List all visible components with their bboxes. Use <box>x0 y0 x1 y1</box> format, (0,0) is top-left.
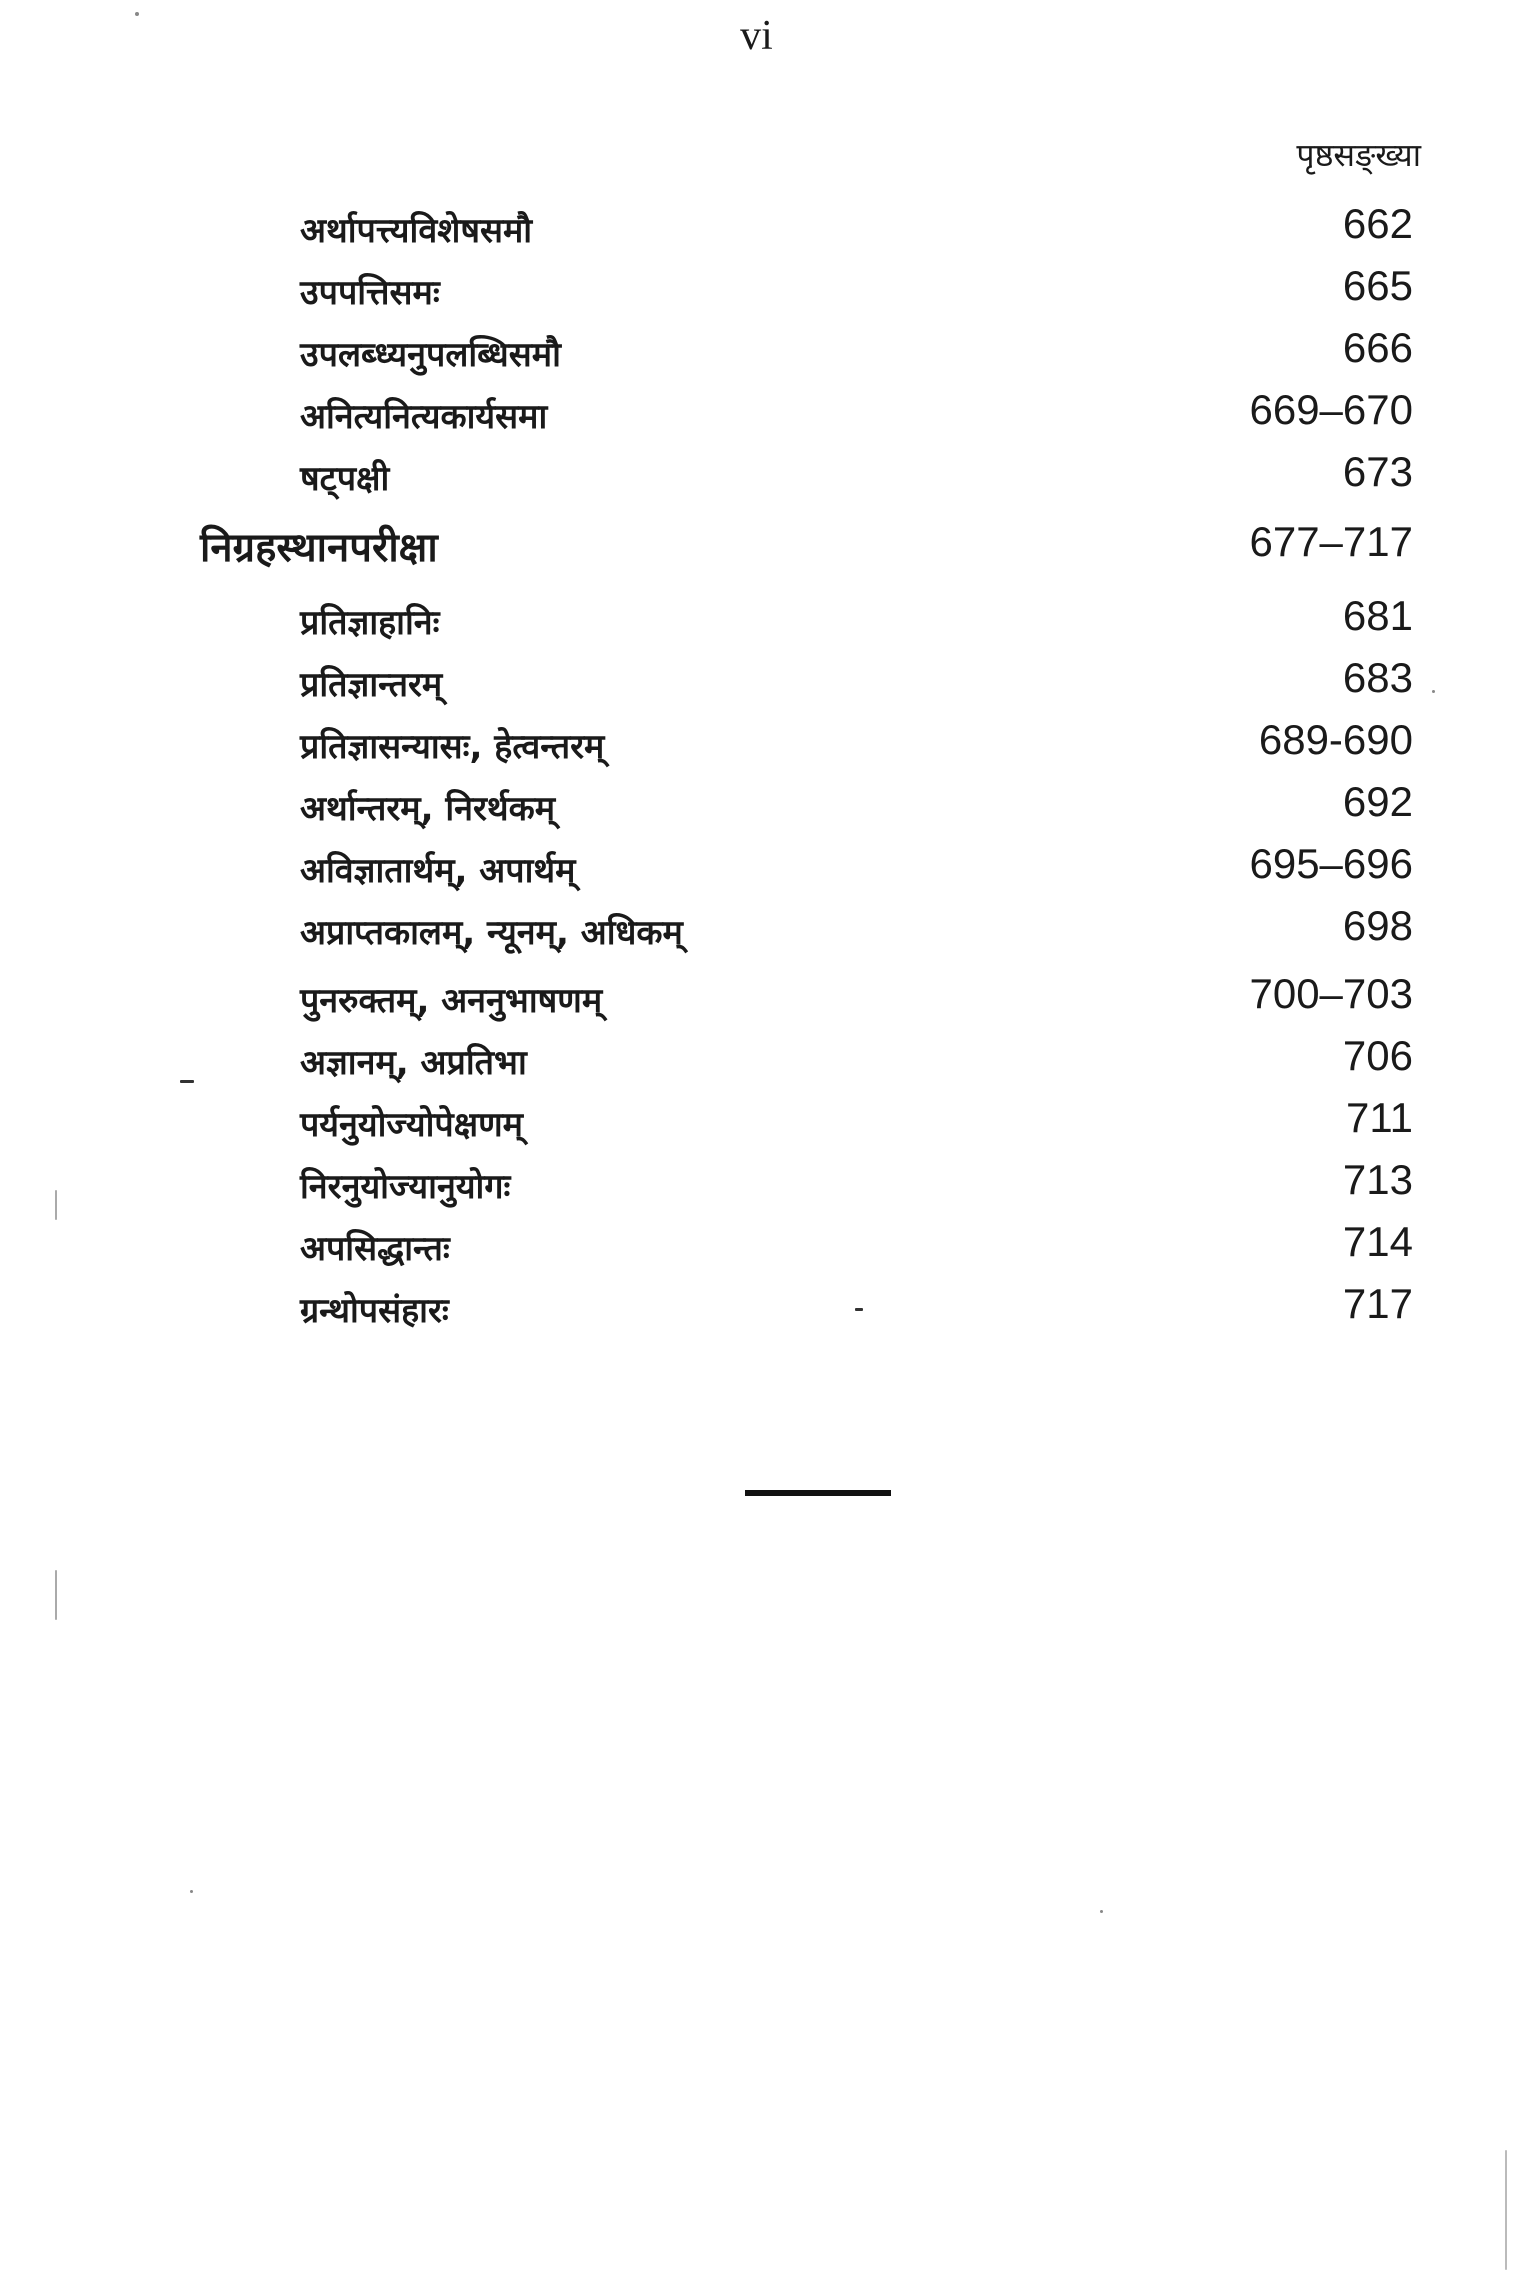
toc-entry-title: उपलब्ध्यनुपलब्धिसमौ <box>300 335 561 375</box>
toc-main-entry <box>0 518 1513 580</box>
scan-speck <box>135 12 139 16</box>
toc-entry-page: 711 <box>1346 1094 1413 1141</box>
toc-entry-title: अज्ञानम्, अप्रतिभा <box>300 1043 527 1083</box>
toc-sub-entry <box>0 1280 1513 1342</box>
toc-sub-entry <box>0 716 1513 778</box>
toc-sub-entry <box>0 1218 1513 1280</box>
toc-entry-title: पुनरुक्तम्, अननुभाषणम् <box>300 981 603 1021</box>
toc-entry-title: षट्पक्षी <box>300 459 390 499</box>
toc-entry-title: अर्थान्तरम्, निरर्थकम् <box>300 789 556 829</box>
toc-sub-entry <box>0 970 1513 1032</box>
toc-entry-title: अर्थापत्त्यविशेषसमौ <box>300 211 533 251</box>
toc-entry-page: 681 <box>1342 592 1413 639</box>
page-number: vi <box>740 13 773 59</box>
toc-sub-entry <box>0 592 1513 654</box>
toc-entry-title: पर्यनुयोज्योपेक्षणम् <box>300 1105 524 1145</box>
toc-sub-entry <box>0 448 1513 510</box>
toc-entry-title: उपपत्तिसमः <box>300 273 440 313</box>
toc-entry-page: 717 <box>1342 1280 1413 1327</box>
toc-entry-title: अप्राप्तकालम्, न्यूनम्, अधिकम् <box>300 913 683 953</box>
toc-entry-title: प्रतिज्ञाहानिः <box>300 603 440 643</box>
toc-entry-page: 669–670 <box>1249 386 1413 433</box>
column-heading: पृष्ठसङ्ख्या <box>1296 136 1421 174</box>
toc-entry-title: अपसिद्धान्तः <box>300 1229 450 1269</box>
toc-sub-entry <box>0 262 1513 324</box>
scan-speck <box>1432 690 1435 693</box>
toc-sub-entry <box>0 324 1513 386</box>
toc-entry-page: 665 <box>1342 262 1413 309</box>
toc-entry-page: 689-690 <box>1258 716 1413 763</box>
section-end-rule <box>745 1490 891 1496</box>
toc-entry-title: अनित्यनित्यकार्यसमा <box>300 397 548 437</box>
toc-sub-entry <box>0 778 1513 840</box>
toc-entry-title: ग्रन्थोपसंहारः <box>300 1291 449 1331</box>
scan-speck <box>1100 1910 1103 1913</box>
scan-speck <box>55 1190 57 1220</box>
toc-entry-page: 706 <box>1342 1032 1413 1079</box>
toc-sub-entry <box>0 1156 1513 1218</box>
toc-sub-entry <box>0 654 1513 716</box>
scan-speck <box>1505 2150 1507 2270</box>
toc-entry-page: 713 <box>1342 1156 1413 1203</box>
toc-entry-page: 673 <box>1342 448 1413 495</box>
toc-entry-page: 714 <box>1342 1218 1413 1265</box>
scan-speck <box>190 1890 193 1893</box>
toc-sub-entry <box>0 1094 1513 1156</box>
table-of-contents <box>0 200 1513 1360</box>
scan-speck <box>855 1308 863 1311</box>
toc-entry-page: 677–717 <box>1249 518 1413 565</box>
toc-entry-page: 666 <box>1342 324 1413 371</box>
toc-entry-title: प्रतिज्ञान्तरम् <box>300 665 443 705</box>
toc-sub-entry <box>0 840 1513 902</box>
toc-sub-entry <box>0 386 1513 448</box>
toc-entry-page: 683 <box>1342 654 1413 701</box>
toc-entry-page: 662 <box>1342 200 1413 247</box>
scan-speck <box>180 1080 194 1083</box>
toc-entry-page: 700–703 <box>1249 970 1413 1017</box>
toc-entry-title: निग्रहस्थानपरीक्षा <box>200 525 438 571</box>
toc-entry-title: प्रतिज्ञासन्यासः, हेत्वन्तरम् <box>300 727 605 767</box>
toc-sub-entry <box>0 200 1513 262</box>
scan-speck <box>55 1570 57 1620</box>
toc-entry-page: 695–696 <box>1249 840 1413 887</box>
toc-sub-entry <box>0 902 1513 964</box>
toc-entry-page: 698 <box>1342 902 1413 949</box>
toc-entry-page: 692 <box>1342 778 1413 825</box>
toc-entry-title: निरनुयोज्यानुयोगः <box>300 1167 511 1207</box>
toc-entry-title: अविज्ञातार्थम्, अपार्थम् <box>300 851 576 891</box>
toc-sub-entry <box>0 1032 1513 1094</box>
